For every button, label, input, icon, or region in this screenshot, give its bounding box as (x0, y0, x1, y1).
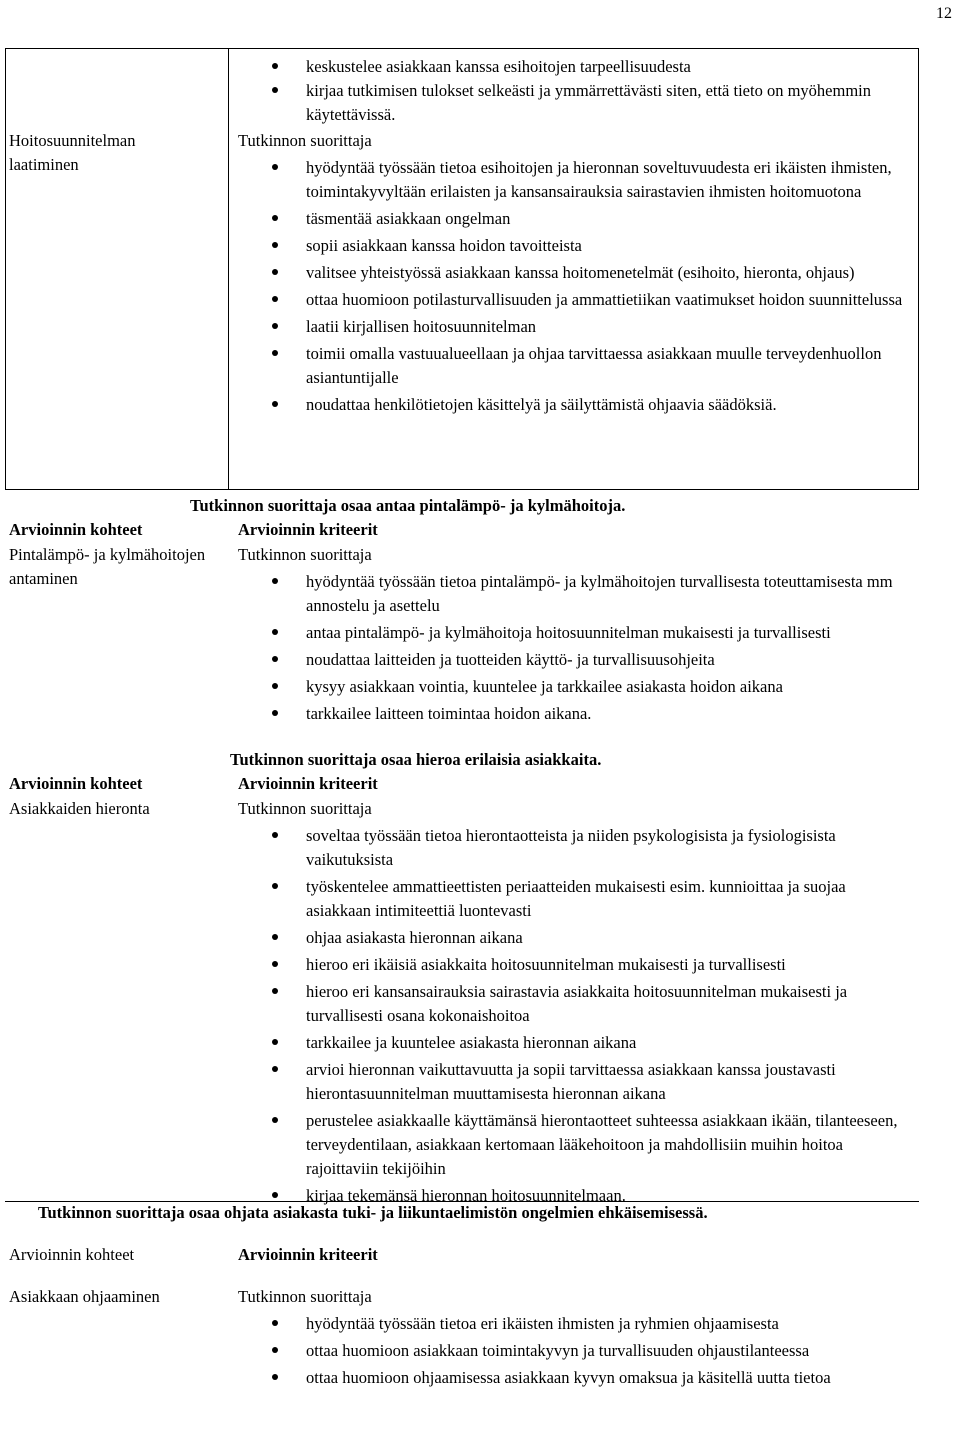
list-item: toimii omalla vastuualueellaan ja ohjaa tarvittaessa asiakkaan muulle terveydenhuollon asiantuntijalle (238, 342, 914, 390)
list-item: täsmentää asiakkaan ongelman (238, 207, 914, 231)
list-item: soveltaa työssään tietoa hierontaotteista ja niiden psykologisista ja fysiologisista vaikutuksista (238, 824, 914, 872)
intro-text: Tutkinnon suorittaja (238, 131, 372, 150)
criteria-list (238, 824, 914, 1208)
list-item: perustelee asiakkaalle käyttämänsä hierontaotteet suhteessa asiakkaan ikään, tilanteeseen, terveydentilaan, asiakkaan kertomaan lääkehoitoon ja mahdollisiin muihin hoitoa rajoittaviin tekijöihin (238, 1109, 914, 1181)
list-item: laatii kirjallisen hoitosuunnitelman (238, 315, 914, 339)
criteria-list (238, 570, 914, 726)
list-item: noudattaa henkilötietojen käsittelyä ja säilyttämistä ohjaavia säädöksiä. (238, 393, 914, 417)
row-label: Hoitosuunnitelman laatiminen (9, 131, 136, 174)
criteria-list (238, 156, 914, 417)
row-label: Asiakkaan ohjaaminen (9, 1287, 160, 1306)
criteria-cell (238, 129, 914, 417)
criteria-list (238, 55, 914, 127)
list-item: ohjaa asiakasta hieronnan aikana (238, 926, 914, 950)
list-item: hieroo eri ikäisiä asiakkaita hoitosuunnitelman mukaisesti ja turvallisesti (238, 953, 914, 977)
list-item: hieroo eri kansansairauksia sairastavia asiakkaita hoitosuunnitelman mukaisesti ja turvallisesti osana kokonaishoitoa (238, 980, 914, 1028)
intro-text: Tutkinnon suorittaja (238, 1287, 372, 1306)
list-item: ottaa huomioon ohjaamisessa asiakkaan kyvyn omaksua ja käsitellä uutta tietoa (238, 1366, 914, 1390)
column-header-kriteerit: Arvioinnin kriteerit (238, 774, 378, 793)
list-item: tarkkailee ja kuuntelee asiakasta hieronnan aikana (238, 1031, 914, 1055)
column-header-kriteerit: Arvioinnin kriteerit (238, 1245, 378, 1264)
list-item: valitsee yhteistyössä asiakkaan kanssa hoitomenetelmät (esihoito, hieronta, ohjaus) (238, 261, 914, 285)
section-heading: Tutkinnon suorittaja osaa antaa pintalämpö- ja kylmähoitoja. (190, 496, 626, 515)
criteria-cell (238, 55, 914, 127)
page-number: 12 (936, 5, 952, 22)
criteria-cell (238, 543, 914, 726)
list-item: kirjaa tutkimisen tulokset selkeästi ja ymmärrettävästi siten, että tieto on myöhemmin käytettävissä. (238, 79, 914, 127)
list-item: keskustelee asiakkaan kanssa esihoitojen tarpeellisuudesta (238, 55, 914, 79)
list-item: kirjaa tekemänsä hieronnan hoitosuunnitelmaan. (238, 1184, 914, 1208)
intro-text: Tutkinnon suorittaja (238, 799, 372, 818)
column-header-kohteet: Arvioinnin kohteet (9, 520, 143, 539)
list-item: hyödyntää työssään tietoa eri ikäisten ihmisten ja ryhmien ohjaamisesta (238, 1312, 914, 1336)
list-item: kysyy asiakkaan vointia, kuuntelee ja tarkkailee asiakasta hoidon aikana (238, 675, 914, 699)
criteria-list (238, 1312, 914, 1390)
list-item: ottaa huomioon potilasturvallisuuden ja ammattietiikan vaatimukset hoidon suunnittelussa (238, 288, 914, 312)
list-item: sopii asiakkaan kanssa hoidon tavoitteista (238, 234, 914, 258)
list-item: hyödyntää työssään tietoa esihoitojen ja hieronnan soveltuvuudesta eri ikäisten ihmisten, toimintakyvyltään erilaisten ja kansansairauksia sairastavien ihmisten hoitomuotona (238, 156, 914, 204)
list-item: tarkkailee laitteen toimintaa hoidon aikana. (238, 702, 914, 726)
section-heading: Tutkinnon suorittaja osaa ohjata asiakasta tuki- ja liikuntaelimistön ongelmien ehkäisemisessä. (38, 1203, 708, 1222)
list-item: noudattaa laitteiden ja tuotteiden käyttö- ja turvallisuusohjeita (238, 648, 914, 672)
row-label: Asiakkaiden hieronta (9, 799, 150, 818)
list-item: hyödyntää työssään tietoa pintalämpö- ja kylmähoitojen turvallisesta toteuttamisesta mm annostelu ja asettelu (238, 570, 914, 618)
list-item: ottaa huomioon asiakkaan toimintakyvyn ja turvallisuuden ohjaustilanteessa (238, 1339, 914, 1363)
section-heading: Tutkinnon suorittaja osaa hieroa erilaisia asiakkaita. (230, 750, 602, 769)
column-header-kriteerit: Arvioinnin kriteerit (238, 520, 378, 539)
criteria-cell (238, 797, 914, 1208)
column-divider (228, 48, 229, 490)
intro-text: Tutkinnon suorittaja (238, 545, 372, 564)
list-item: työskentelee ammattieettisten periaatteiden mukaisesti esim. kunnioittaa ja suojaa asiakkaan intimiteettiä luontevasti (238, 875, 914, 923)
criteria-cell (238, 1285, 914, 1390)
list-item: arvioi hieronnan vaikuttavuutta ja sopii tarvittaessa asiakkaan kanssa joustavasti hierontasuunnitelman muuttamisesta hieronnan aikana (238, 1058, 914, 1106)
column-header-kohteet: Arvioinnin kohteet (9, 774, 143, 793)
row-label: Pintalämpö- ja kylmähoitojen antaminen (9, 545, 206, 588)
column-header-kohteet: Arvioinnin kohteet (9, 1245, 135, 1264)
list-item: antaa pintalämpö- ja kylmähoitoja hoitosuunnitelman mukaisesti ja turvallisesti (238, 621, 914, 645)
